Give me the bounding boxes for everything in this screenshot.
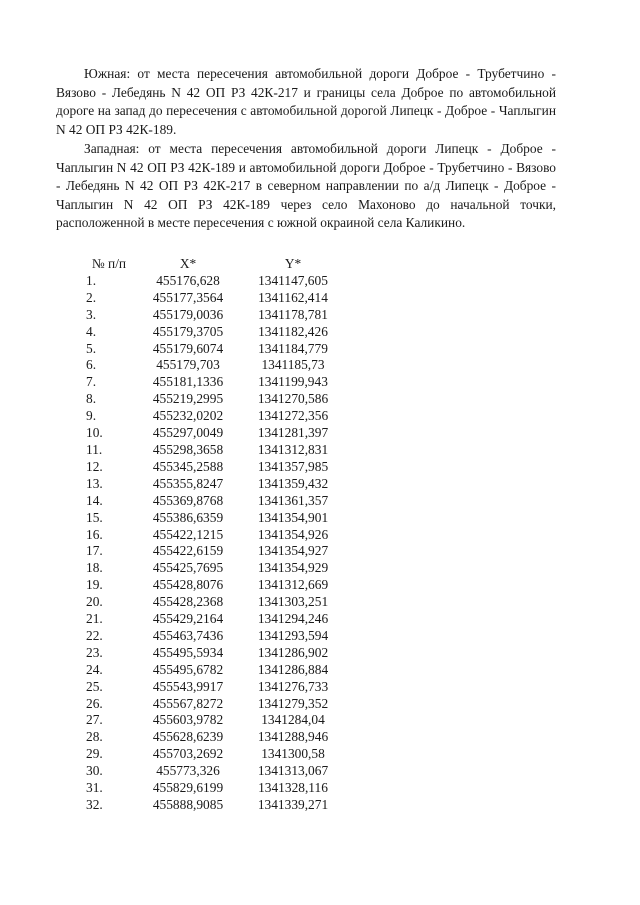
- cell-y: 1341270,586: [257, 391, 329, 407]
- cell-y: 1341313,067: [257, 763, 329, 779]
- cell-y: 1341286,884: [257, 661, 329, 677]
- cell-number: 15.: [86, 509, 103, 525]
- table-row: [80, 797, 348, 814]
- cell-x: 455628,6239: [152, 729, 224, 745]
- table-row: [80, 543, 348, 560]
- cell-x: 455495,6782: [152, 661, 224, 677]
- cell-y: 1341354,929: [257, 560, 329, 576]
- table-row: [80, 662, 348, 679]
- coordinates-table-body: [80, 273, 348, 814]
- table-row: [80, 780, 348, 797]
- table-row: [80, 628, 348, 645]
- cell-number: 14.: [86, 492, 103, 508]
- cell-y: 1341279,352: [257, 695, 329, 711]
- cell-x: 455428,2368: [152, 594, 224, 610]
- cell-number: 29.: [86, 746, 103, 762]
- cell-number: 10.: [86, 425, 103, 441]
- table-row: [80, 374, 348, 391]
- cell-number: 23.: [86, 644, 103, 660]
- cell-y: 1341354,927: [257, 543, 329, 559]
- cell-x: 455179,0036: [152, 306, 224, 322]
- cell-number: 9.: [86, 408, 97, 424]
- cell-x: 455369,8768: [152, 492, 224, 508]
- cell-number: 25.: [86, 678, 103, 694]
- cell-y: 1341184,779: [258, 340, 328, 356]
- cell-x: 455703,2692: [152, 746, 224, 762]
- cell-y: 1341312,669: [257, 577, 329, 593]
- cell-y: 1341303,251: [257, 594, 329, 610]
- table-row: [80, 763, 348, 780]
- cell-number: 20.: [86, 594, 103, 610]
- cell-number: 5.: [86, 340, 97, 356]
- paragraph-west-boundary: Западная: от места пересечения автомобильной дороги Липецк - Доброе - Чаплыгин N 42 ОП РЗ 42К-189 и автомобильной дороги Доброе - Трубетчино - Вязово - Лебедянь N 42 ОП РЗ 42К-217 в северном направлении по а/д Липецк - Доброе - Чаплыгин N 42 ОП РЗ 42К-189 через село Махоново до начальной точки, расположенной в месте пересечения с южной окраиной села Каликино.: [56, 141, 556, 230]
- table-row: [80, 273, 348, 290]
- cell-x: 455345,2588: [152, 458, 224, 474]
- cell-number: 32.: [86, 797, 103, 812]
- cell-number: 13.: [86, 475, 103, 491]
- cell-x: 455567,8272: [152, 695, 224, 711]
- cell-y: 1341361,357: [257, 492, 329, 508]
- cell-number: 31.: [86, 780, 103, 796]
- cell-number: 8.: [86, 391, 97, 407]
- coordinates-table: [80, 256, 348, 814]
- header-y: Y*: [284, 256, 302, 271]
- cell-x: 455422,6159: [152, 543, 224, 559]
- cell-x: 455425,7695: [152, 560, 224, 576]
- table-row: [80, 560, 348, 577]
- cell-x: 455829,6199: [152, 780, 224, 796]
- cell-x: 455179,6074: [152, 340, 224, 356]
- cell-x: 455386,6359: [152, 509, 224, 525]
- cell-y: 1341294,246: [257, 611, 329, 627]
- cell-number: 27.: [86, 712, 103, 728]
- table-row: [80, 696, 348, 713]
- cell-number: 21.: [86, 611, 103, 627]
- cell-x: 455298,3658: [152, 441, 224, 457]
- cell-number: 2.: [86, 289, 97, 305]
- header-number: № п/п: [91, 256, 127, 271]
- cell-y: 1341182,426: [258, 323, 328, 339]
- cell-x: 455428,8076: [152, 577, 224, 593]
- cell-x: 455429,2164: [152, 611, 224, 627]
- cell-x: 455219,2995: [152, 391, 224, 407]
- table-row: [80, 493, 348, 510]
- cell-y: 1341276,733: [257, 678, 329, 694]
- cell-number: 30.: [86, 763, 103, 779]
- cell-number: 16.: [86, 526, 103, 542]
- cell-number: 18.: [86, 560, 103, 576]
- cell-y: 1341357,985: [257, 458, 329, 474]
- cell-number: 24.: [86, 661, 103, 677]
- table-row: [80, 442, 348, 459]
- cell-y: 1341147,605: [258, 272, 328, 288]
- table-row: [80, 611, 348, 628]
- cell-y: 1341272,356: [257, 408, 329, 424]
- cell-y: 1341162,414: [258, 289, 328, 305]
- cell-number: 19.: [86, 577, 103, 593]
- cell-x: 455177,3564: [152, 289, 224, 305]
- table-header-row: [80, 256, 348, 273]
- cell-y: 1341286,902: [257, 644, 329, 660]
- cell-x: 455543,9917: [152, 678, 224, 694]
- table-row: [80, 476, 348, 493]
- cell-number: 17.: [86, 543, 103, 559]
- table-row: [80, 290, 348, 307]
- cell-y: 1341288,946: [257, 729, 329, 745]
- cell-y: 1341354,901: [257, 509, 329, 525]
- cell-number: 7.: [86, 374, 97, 390]
- table-row: [80, 408, 348, 425]
- cell-y: 1341312,831: [257, 441, 329, 457]
- cell-number: 1.: [86, 272, 97, 288]
- cell-x: 455176,628: [156, 272, 220, 288]
- cell-y: 1341359,432: [257, 475, 329, 491]
- cell-y: 1341185,73: [261, 357, 325, 373]
- cell-x: 455603,9782: [152, 712, 224, 728]
- cell-number: 22.: [86, 627, 103, 643]
- cell-x: 455463,7436: [152, 627, 224, 643]
- table-row: [80, 324, 348, 341]
- cell-x: 455888,9085: [152, 797, 224, 812]
- cell-x: 455181,1336: [152, 374, 224, 390]
- cell-y: 1341281,397: [257, 425, 329, 441]
- cell-x: 455297,0049: [152, 425, 224, 441]
- cell-number: 3.: [86, 306, 97, 322]
- table-row: [80, 746, 348, 763]
- cell-x: 455179,3705: [152, 323, 224, 339]
- table-row: [80, 391, 348, 408]
- cell-x: 455179,703: [156, 357, 220, 373]
- cell-y: 1341328,116: [258, 780, 328, 796]
- table-row: [80, 459, 348, 476]
- cell-x: 455773,326: [156, 763, 220, 779]
- cell-x: 455232,0202: [152, 408, 224, 424]
- cell-y: 1341339,271: [257, 797, 329, 812]
- cell-y: 1341178,781: [258, 306, 328, 322]
- paragraph-south-boundary: Южная: от места пересечения автомобильной дороги Доброе - Трубетчино - Вязово - Лебедянь N 42 ОП РЗ 42К-217 и границы села Доброе по автомобильной дороге на запад до пересечения с автомобильной дорогой Липецк - Доброе - Чаплыгин N 42 ОП РЗ 42К-189.: [56, 66, 556, 137]
- table-row: [80, 357, 348, 374]
- cell-y: 1341354,926: [257, 526, 329, 542]
- cell-y: 1341293,594: [257, 627, 329, 643]
- cell-number: 12.: [86, 458, 103, 474]
- cell-number: 26.: [86, 695, 103, 711]
- table-row: [80, 307, 348, 324]
- table-row: [80, 510, 348, 527]
- header-x: X*: [179, 256, 197, 271]
- table-row: [80, 425, 348, 442]
- cell-y: 1341199,943: [258, 374, 328, 390]
- table-row: [80, 527, 348, 544]
- cell-y: 1341300,58: [261, 746, 325, 762]
- table-row: [80, 645, 348, 662]
- cell-number: 4.: [86, 323, 97, 339]
- cell-y: 1341284,04: [261, 712, 325, 728]
- table-row: [80, 729, 348, 746]
- cell-number: 11.: [86, 441, 103, 457]
- cell-number: 6.: [86, 357, 97, 373]
- table-row: [80, 341, 348, 358]
- cell-x: 455495,5934: [152, 644, 224, 660]
- cell-x: 455355,8247: [152, 475, 224, 491]
- table-row: [80, 577, 348, 594]
- table-row: [80, 594, 348, 611]
- table-row: [80, 712, 348, 729]
- cell-x: 455422,1215: [152, 526, 224, 542]
- table-row: [80, 679, 348, 696]
- cell-number: 28.: [86, 729, 103, 745]
